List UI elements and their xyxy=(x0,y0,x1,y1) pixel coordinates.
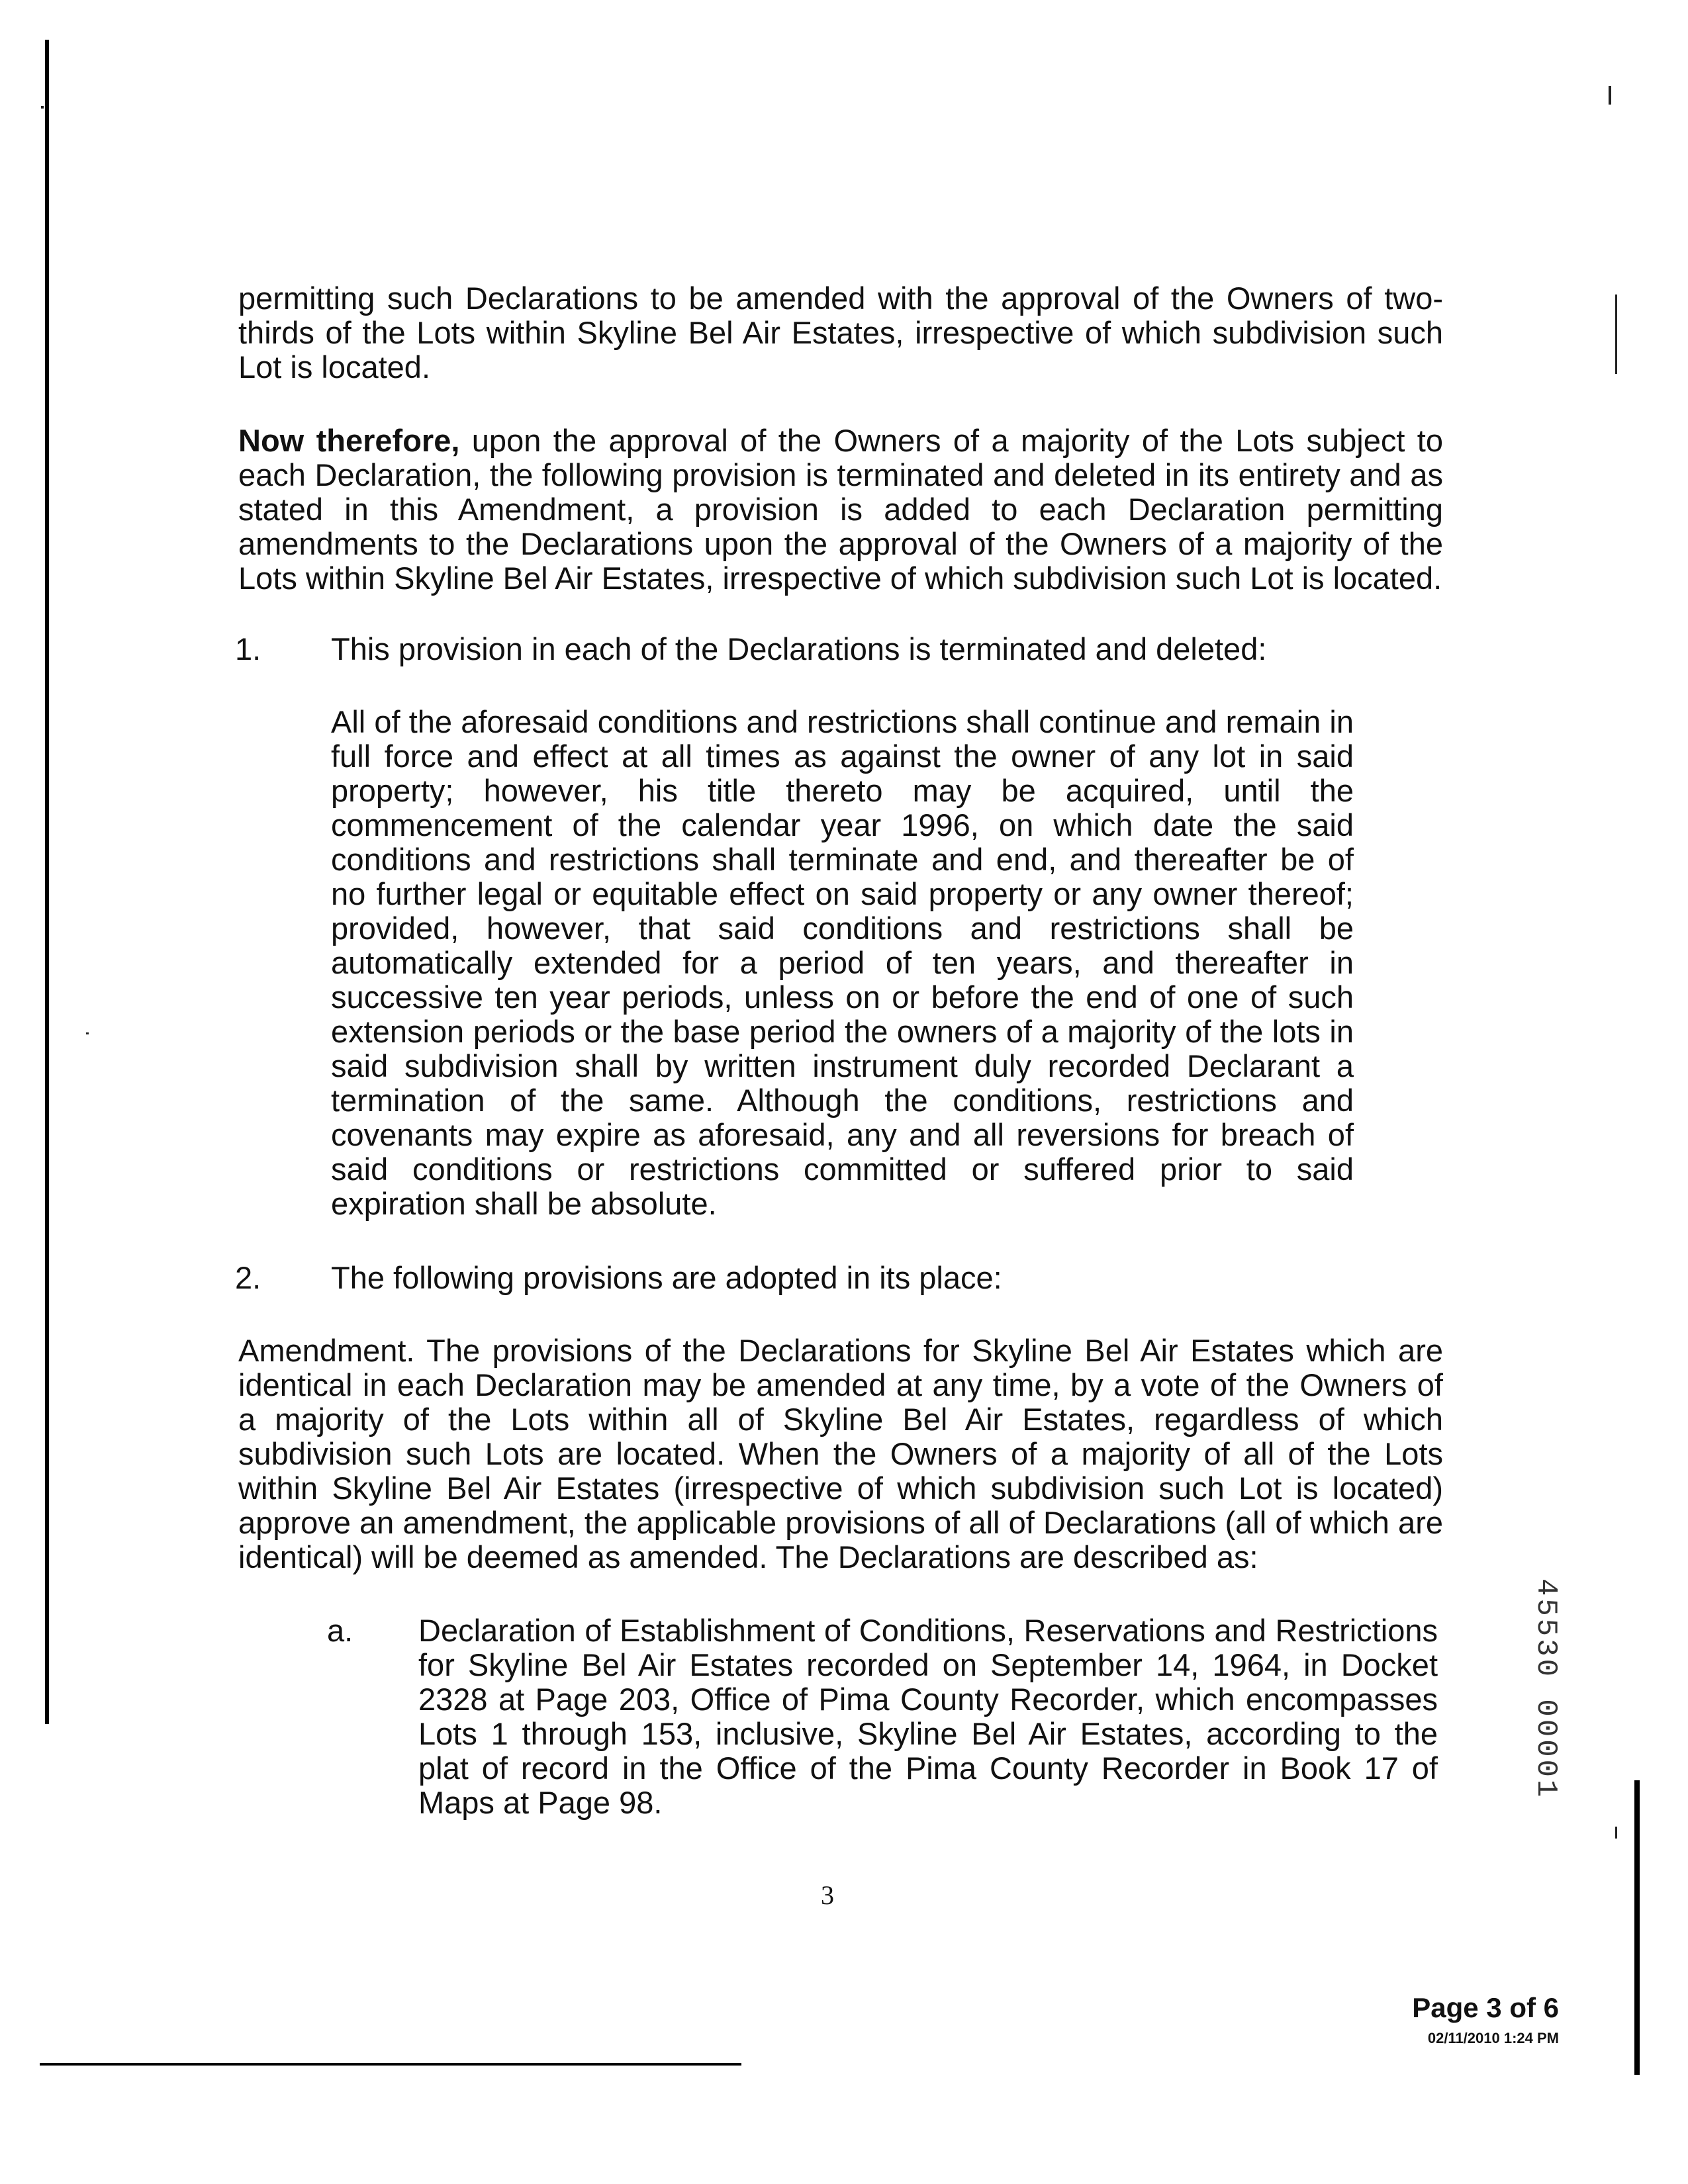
now-therefore-lead: Now therefore, xyxy=(238,423,460,458)
scan-speck xyxy=(41,106,44,109)
scan-edge-left xyxy=(45,40,49,1724)
scan-speck xyxy=(1615,1827,1617,1839)
intro-paragraph: permitting such Declarations to be amended with the approval of the Owners of two-thirds of the Lots within Skyline Bel Air Estates, irrespective of which subdivision such Lot is located. xyxy=(238,281,1443,385)
footer-page-label: Page 3 of 6 xyxy=(1412,1992,1559,2023)
scan-edge-right xyxy=(1634,1780,1640,2075)
sub-item-a-text: Declaration of Establishment of Conditions, Reservations and Restrictions for Skyline Bel Air Estates recorded on September 14, 1964, in Docket 2328 at Page 203, Office of Pima County Recorder, which encompasses Lots 1 through 153, inclusive, Skyline Bel Air Estates, according to the plat of record in the Office of the Pima County Recorder in Book 17 of Maps at Page 98. xyxy=(418,1613,1438,1820)
scan-speck xyxy=(1615,295,1617,374)
item-1-number: 1. xyxy=(235,631,261,666)
item-2-text: The following provisions are adopted in its place: xyxy=(331,1260,1002,1295)
scan-speck xyxy=(1609,86,1611,105)
footer-timestamp: 02/11/2010 1:24 PM xyxy=(1427,2030,1559,2046)
scan-speck xyxy=(86,1032,89,1034)
sub-item-a-label: a. xyxy=(327,1613,353,1648)
item-2-number: 2. xyxy=(235,1260,261,1295)
quoted-provision: All of the aforesaid conditions and restrictions shall continue and remain in full force and effect at all times as against the owner of any lot in said property; however, his title thereto may be acquired, until the commencement of the calendar year 1996, on which date the said conditions and restrictions shall terminate and end, and thereafter be of no further legal or equitable effect on said property or any owner thereof; provided, however, that said conditions and restrictions shall be automatically extended for a period of ten years, and thereafter in successive ten year periods, unless on or before the end of one of such extension periods or the base period the owners of a majority of the lots in said subdivision shall by written instrument duly recorded Declarant a termination of the same. Although the conditions, restrictions and covenants may expire as aforesaid, any and all reversions for breach of said conditions or restrictions committed or suffered prior to said expiration shall be absolute. xyxy=(331,704,1354,1221)
amendment-paragraph: Amendment. The provisions of the Declarations for Skyline Bel Air Estates which are identical in each Declaration may be amended at any time, by a vote of the Owners of a majority of the Lots within all of Skyline Bel Air Estates, regardless of which subdivision such Lots are located. When the Owners of a majority of all of the Lots within Skyline Bel Air Estates (irrespective of which subdivision such Lot is located) approve an amendment, the applicable provisions of all of Declarations (all of which are identical) will be deemed as amended. The Declarations are described as: xyxy=(238,1333,1443,1574)
now-therefore-body: upon the approval of the Owners of a majority of the Lots subject to each Declaration, the following provision is terminated and deleted in its entirety and as stated in this Amendment, a provision is added to each Declaration permitting amendments to the Declarations upon the approval of the Owners of a majority of the Lots within Skyline Bel Air Estates, irrespective of which subdivision such Lot is located. xyxy=(238,423,1443,596)
now-therefore-paragraph xyxy=(238,424,1443,596)
scan-edge-bottom xyxy=(40,2063,741,2066)
recording-stamp: 45530 00001 xyxy=(1529,1578,1562,1800)
page-number: 3 xyxy=(821,1880,834,1910)
item-1-text: This provision in each of the Declarations is terminated and deleted: xyxy=(331,631,1267,666)
